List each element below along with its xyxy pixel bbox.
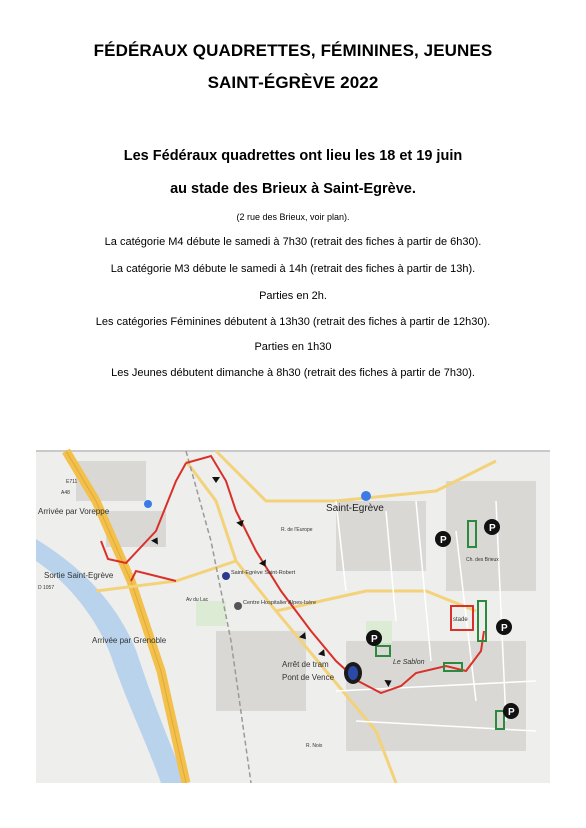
- map-tram-line-2: Pont de Vence: [282, 673, 335, 682]
- map-sablon: Le Sablon: [393, 659, 425, 666]
- map-road-e711: E711: [66, 479, 78, 485]
- map-tram-line-1: Arrêt de tram: [282, 660, 329, 669]
- schedule-m3: La catégorie M3 débute le samedi à 14h (retrait des fiches à partir de 13h).: [110, 263, 476, 275]
- intro-line-2: au stade des Brieux à Saint-Egrève.: [170, 181, 416, 197]
- map-arrivee-voreppe: Arrivée par Voreppe: [38, 507, 110, 516]
- parking-icon: P: [489, 523, 496, 534]
- parking-icon: P: [371, 634, 378, 645]
- map-tram-stop: Saint-Egrève Saint-Robert: [231, 570, 296, 576]
- schedule-feminines: Les catégories Féminines débutent à 13h30 (retrait des fiches à partir de 12h30).: [95, 316, 491, 328]
- map-street-brieux: Ch. des Brieux: [466, 557, 499, 563]
- schedule-m4: La catégorie M4 débute le samedi à 7h30 (retrait des fiches à partir de 6h30).: [104, 236, 482, 248]
- map-street-europe: R. de l'Europe: [281, 527, 313, 533]
- map-arrivee-grenoble: Arrivée par Grenoble: [92, 636, 167, 645]
- map-street-lac: Av du Lac: [186, 597, 209, 603]
- parking-icon: P: [508, 707, 515, 718]
- intro-line-1: Les Fédéraux quadrettes ont lieu les 18 et 19 juin: [123, 148, 463, 164]
- address-note: (2 rue des Brieux, voir plan).: [236, 212, 350, 222]
- schedule-duration-1h30: Parties en 1h30: [254, 341, 332, 353]
- schedule-jeunes: Les Jeunes débutent dimanche à 8h30 (retrait des fiches à partir de 7h30).: [111, 367, 475, 379]
- map-sortie: Sortie Saint-Egrève: [44, 571, 114, 580]
- map-road-d1057: D 1057: [38, 585, 55, 591]
- map-road-a48: A48: [61, 490, 70, 496]
- access-map[interactable]: [36, 441, 550, 783]
- map-hospital: Centre Hospitalier Alpes-Isère: [243, 600, 317, 606]
- schedule-duration-2h: Parties en 2h.: [259, 290, 327, 302]
- map-street-noix: R. Noix: [306, 743, 323, 749]
- map-town-label: Saint-Egrève: [326, 503, 384, 514]
- map-stade-label: stade: [453, 617, 468, 623]
- parking-icon: P: [440, 535, 447, 546]
- parking-icon: P: [501, 623, 508, 634]
- title-line-2: SAINT-ÉGRÈVE 2022: [207, 73, 379, 92]
- title-line-1: FÉDÉRAUX QUADRETTES, FÉMININES, JEUNES: [93, 41, 493, 60]
